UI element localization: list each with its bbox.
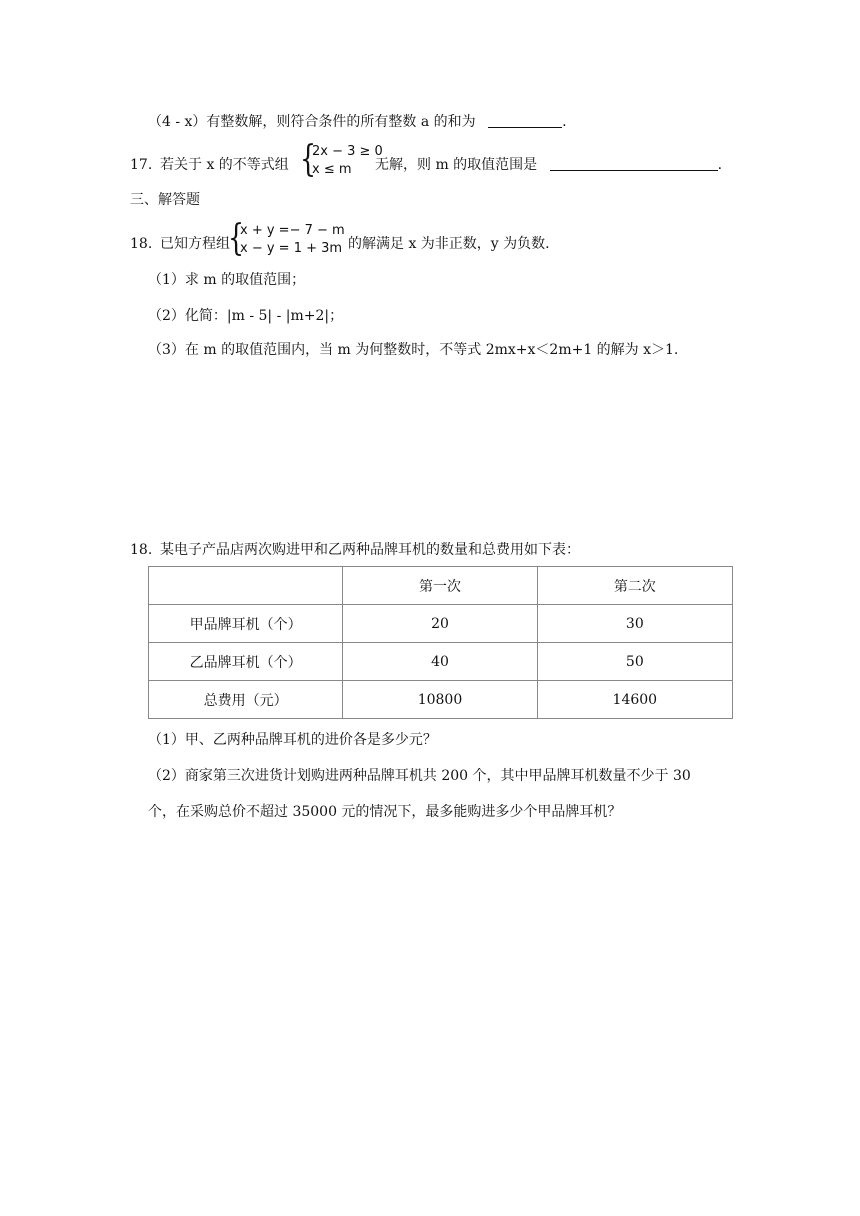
q18b-part2-cont: 个，在采购总价不超过 35000 元的情况下，最多能购进多少个甲品牌耳机？ [148, 804, 622, 820]
q16-answer-blank[interactable] [488, 113, 562, 128]
q17-suffix: . [717, 157, 723, 173]
q18a-part1: （1）求 m 的取值范围； [148, 272, 306, 288]
table-row [149, 681, 733, 719]
q18a-system-row1: x + y =− 7 − m [240, 223, 345, 238]
q18a-part3: （3）在 m 的取值范围内，当 m 为何整数时，不等式 2mx+x＜2m+1 的解为 x＞1. [148, 342, 679, 358]
q18a-post-text: 的解满足 x 为非正数，y 为负数. [348, 236, 550, 252]
q18b-part1: （1）甲、乙两种品牌耳机的进价各是多少元？ [148, 732, 437, 748]
q18b-number: 18. [130, 542, 153, 558]
q18a-part2: （2）化简：|m - 5| - |m+2|； [148, 308, 344, 324]
q18b-part2: （2）商家第三次进货计划购进两种品牌耳机共 200 个，其中甲品牌耳机数量不少于 30 [148, 768, 691, 784]
q18a-equation-system [228, 218, 353, 261]
q16-tail-line [148, 112, 567, 132]
table-cell: 总费用（元） [149, 681, 343, 719]
q17-system-row2: x ≤ m [312, 162, 352, 177]
q17-post-text: 无解，则 m 的取值范围是 [375, 157, 538, 173]
table-cell: 甲品牌耳机（个） [149, 605, 343, 643]
q17-answer-blank[interactable] [550, 156, 718, 171]
table-row [149, 643, 733, 681]
table-cell: 40 [343, 643, 537, 681]
table-cell: 10800 [343, 681, 537, 719]
table-header-row [149, 567, 733, 605]
table-row [149, 605, 733, 643]
q17-post-line [375, 155, 722, 175]
q18a-system-row2: x − y = 1 + 3m [240, 241, 343, 256]
q17-number: 17. [130, 157, 153, 173]
section-heading: 三、解答题 [130, 192, 200, 208]
q18a-number: 18. [130, 236, 153, 252]
table-cell: 50 [537, 643, 732, 681]
table-header-cell: 第二次 [537, 567, 732, 605]
left-brace-icon: { [300, 139, 317, 180]
purchase-table [148, 566, 733, 719]
q16-tail-text: （4 - x）有整数解，则符合条件的所有整数 a 的和为 [148, 114, 476, 130]
table-header-cell [149, 567, 343, 605]
q17-pre-text: 若关于 x 的不等式组 [160, 157, 289, 173]
left-brace-icon: { [228, 218, 245, 259]
q18a-pre-text: 已知方程组 [160, 236, 230, 252]
table-cell: 14600 [537, 681, 732, 719]
table-cell: 30 [537, 605, 732, 643]
q18b-intro: 某电子产品店两次购进甲和乙两种品牌耳机的数量和总费用如下表： [160, 542, 580, 558]
q17-system-row1: 2x − 3 ≥ 0 [312, 144, 383, 159]
q17-inequality-system [300, 139, 383, 182]
table-cell: 20 [343, 605, 537, 643]
q16-tail-suffix: . [562, 114, 567, 130]
table-cell: 乙品牌耳机（个） [149, 643, 343, 681]
table-header-cell: 第一次 [343, 567, 537, 605]
